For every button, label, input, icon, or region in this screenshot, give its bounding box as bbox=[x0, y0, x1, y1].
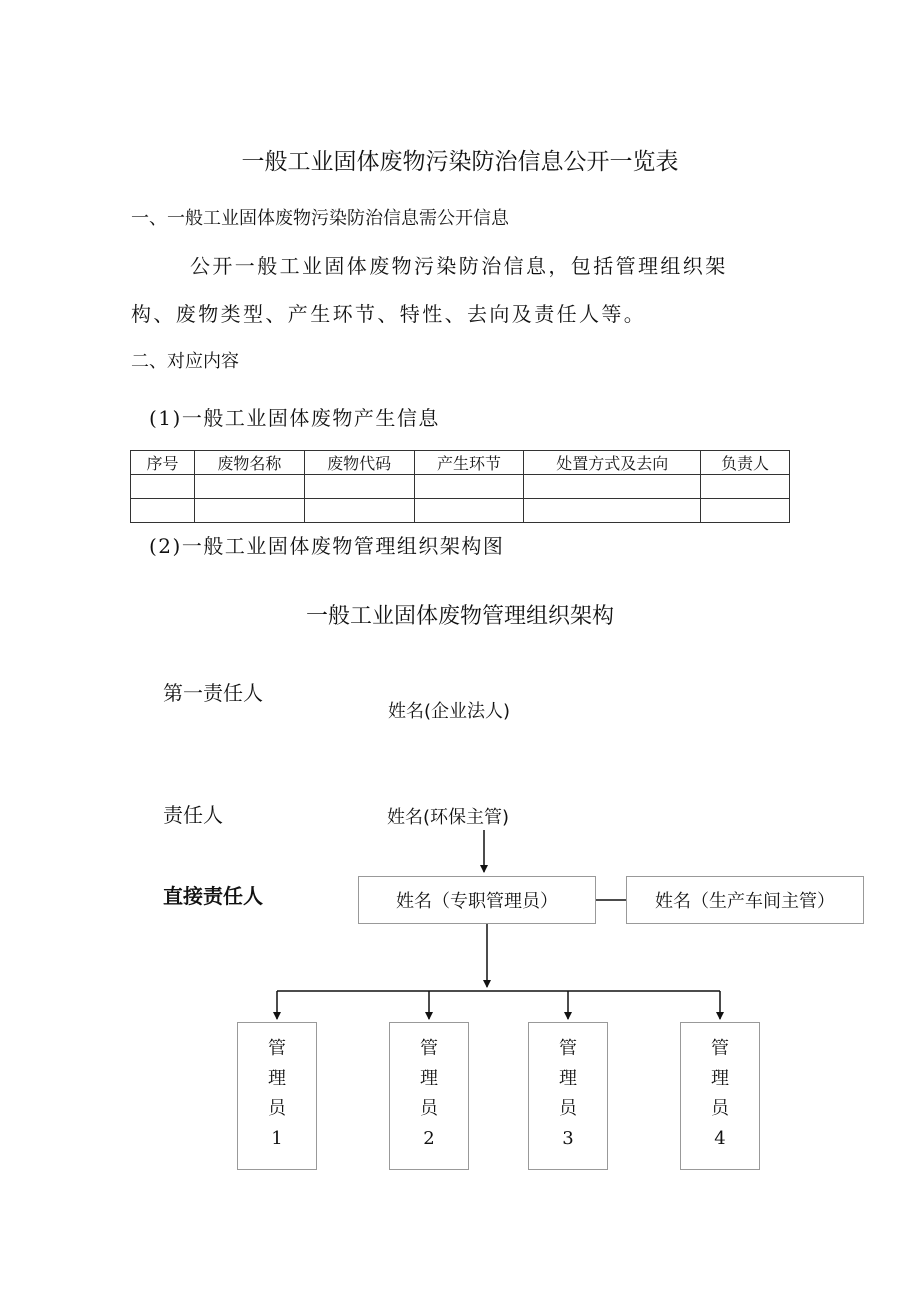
legal-representative-name: 姓名(企业法人) bbox=[388, 701, 511, 722]
section1-heading: 一、一般工业固体废物污染防治信息需公开信息 bbox=[131, 208, 509, 229]
table-header-cell: 废物名称 bbox=[194, 451, 304, 475]
manager-number: 1 bbox=[271, 1128, 283, 1149]
table-header-cell: 处置方式及去向 bbox=[524, 451, 701, 475]
table-header-cell: 负责人 bbox=[701, 451, 790, 475]
manager-char: 员 bbox=[559, 1098, 577, 1119]
manager-number: 3 bbox=[562, 1128, 574, 1149]
table-header-cell: 序号 bbox=[131, 451, 195, 475]
manager-char: 管 bbox=[420, 1038, 438, 1059]
section1-paragraph-line2: 构、废物类型、产生环节、特性、去向及责任人等。 bbox=[131, 302, 647, 326]
section2-heading: 二、对应内容 bbox=[131, 351, 239, 372]
manager-char: 管 bbox=[268, 1038, 286, 1059]
manager-number: 4 bbox=[714, 1128, 726, 1149]
manager-number: 2 bbox=[423, 1128, 435, 1149]
table-header-cell: 产生环节 bbox=[414, 451, 524, 475]
manager-char: 理 bbox=[420, 1068, 438, 1089]
workshop-supervisor-name: 姓名（生产车间主管） bbox=[655, 891, 835, 912]
environmental-supervisor-name: 姓名(环保主管) bbox=[387, 807, 510, 828]
manager-box-3 bbox=[528, 1022, 608, 1170]
subsection1-heading: (1)一般工业固体废物产生信息 bbox=[149, 406, 440, 430]
manager-box-1 bbox=[237, 1022, 317, 1170]
fulltime-manager-name: 姓名（专职管理员） bbox=[396, 891, 558, 912]
direct-responsible-label: 直接责任人 bbox=[163, 884, 263, 908]
manager-char: 理 bbox=[268, 1068, 286, 1089]
first-responsible-label: 第一责任人 bbox=[163, 681, 263, 705]
manager-char: 理 bbox=[559, 1068, 577, 1089]
manager-char: 管 bbox=[559, 1038, 577, 1059]
manager-box-2 bbox=[389, 1022, 469, 1170]
org-chart-title: 一般工业固体废物管理组织架构 bbox=[305, 604, 614, 629]
manager-char: 员 bbox=[711, 1098, 729, 1119]
subsection2-heading: (2)一般工业固体废物管理组织架构图 bbox=[149, 534, 505, 558]
manager-char: 员 bbox=[420, 1098, 438, 1119]
manager-char: 理 bbox=[711, 1068, 729, 1089]
responsible-label: 责任人 bbox=[163, 803, 223, 827]
manager-box-4 bbox=[680, 1022, 760, 1170]
fulltime-manager-box bbox=[358, 876, 596, 924]
table-header-cell: 废物代码 bbox=[304, 451, 414, 475]
manager-char: 管 bbox=[711, 1038, 729, 1059]
manager-char: 员 bbox=[268, 1098, 286, 1119]
workshop-supervisor-box bbox=[626, 876, 864, 924]
section1-paragraph-line1: 公开一般工业固体废物污染防治信息，包括管理组织架 bbox=[190, 254, 728, 278]
document-title: 一般工业固体废物污染防治信息公开一览表 bbox=[241, 149, 679, 175]
